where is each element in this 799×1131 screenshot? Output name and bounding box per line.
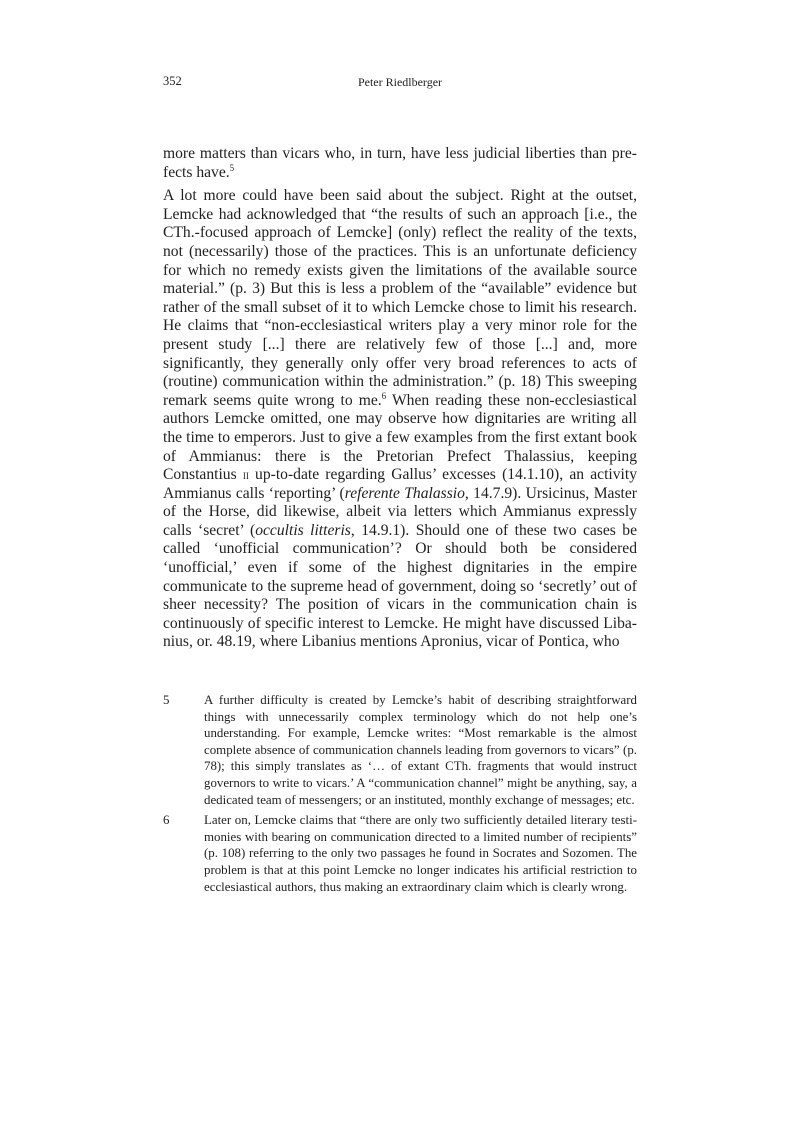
roman-numeral: ii — [242, 467, 249, 483]
paragraph-2-text-c: up-to-date regarding Gallus’ excesses (14.1.10), an activity Ammianus calls ‘reporting’ ( — [163, 466, 637, 502]
footnote-ref-6[interactable]: 6 — [381, 390, 387, 401]
footnotes — [163, 692, 637, 895]
running-head — [163, 74, 637, 94]
latin-quote-1: referente Thalassio — [344, 484, 465, 502]
footnote-number: 6 — [163, 813, 170, 828]
latin-quote-2: occultis litteris — [255, 521, 351, 539]
footnote-ref-5[interactable]: 5 — [229, 162, 235, 173]
paragraph-1 — [163, 145, 637, 182]
footnote-5 — [163, 692, 637, 808]
paragraph-2-text-e: , 14.9.1). Should one of these two cases be called ‘unofficial communication’? Or should both be considered ‘unofficial,’ even if some of the highest dignitaries in the empire communicate to the supreme head of government, doing so ‘secretly’ out of sheer necessity? The position of vicars in the communication chain is continuously of specific interest to Lemcke. He might have discussed Libanius, or. 48.19, where Libanius mentions Apronius, vicar of Pontica, who — [163, 521, 637, 651]
footnote-6 — [163, 812, 637, 895]
page-number: 352 — [163, 74, 182, 88]
paragraph-2-text-b: When reading these non-ecclesiastical authors Lemcke omitted, one may observe how dignitaries are writing all the time to emperors. Just to give a few examples from the first extant book of Ammianus: there is the Pretorian Prefect Thalassius, keeping Constantius — [163, 391, 637, 484]
paragraph-2-text-a: A lot more could have been said about the subject. Right at the outset, Lemcke had acknowledged that “the results of such an approach [i.e., the CTh.-focused approach of Lemcke] (only) reflect the reality of the texts, not (necessarily) those of the practices. This is an unfortunate deficiency for which no remedy exists given the limitations of the available source material.” (p. 3) But this is less a problem of the “available” evidence but rather of the small subset of it to which Lemcke chose to limit his research. He claims that “non-ecclesiastical writers play a very minor role for the present study [...] there are relatively few of those [...] and, more significantly, they generally only offer very broad references to acts of (routine) communication within the administration.” (p. 18) This sweeping remark seems quite wrong to me. — [163, 187, 637, 409]
paragraph-2-text-d: , 14.7.9). Ursicinus, Master of the Horse, did likewise, albeit via letters which Ammianus expressly calls ‘secret’ ( — [163, 484, 637, 539]
footnote-text: A further difficulty is created by Lemcke’s habit of describing straightforward things with unnecessarily complex terminology which do not help one’s understanding. For example, Lemcke writes: “Most remarkable is the almost complete absence of communication channels leading from governors to vicars” (p. 78); this simply translates as ‘… of extant CTh. fragments that would instruct governors to write to vicars.’ A “communication channel” might be anything, say, a dedicated team of messengers; or an instituted, monthly exchange of messages; etc. — [204, 693, 637, 807]
footnote-text: Later on, Lemcke claims that “there are only two sufficiently detailed literary testimonies with bearing on communication directed to a limited number of recipients” (p. 108) referring to the only two passages he found in Socrates and Sozomen. The problem is that at this point Lemcke no longer indicates his artificial restriction to ecclesiastical authors, thus making an extraordinary claim which is clearly wrong. — [204, 813, 637, 894]
body-text — [163, 145, 637, 652]
paragraph-1-text: more matters than vicars who, in turn, have less judicial liberties than prefects have. — [163, 145, 637, 181]
footnote-number: 5 — [163, 693, 170, 707]
running-title: Peter Riedlberger — [357, 75, 443, 89]
paragraph-2 — [163, 187, 637, 652]
